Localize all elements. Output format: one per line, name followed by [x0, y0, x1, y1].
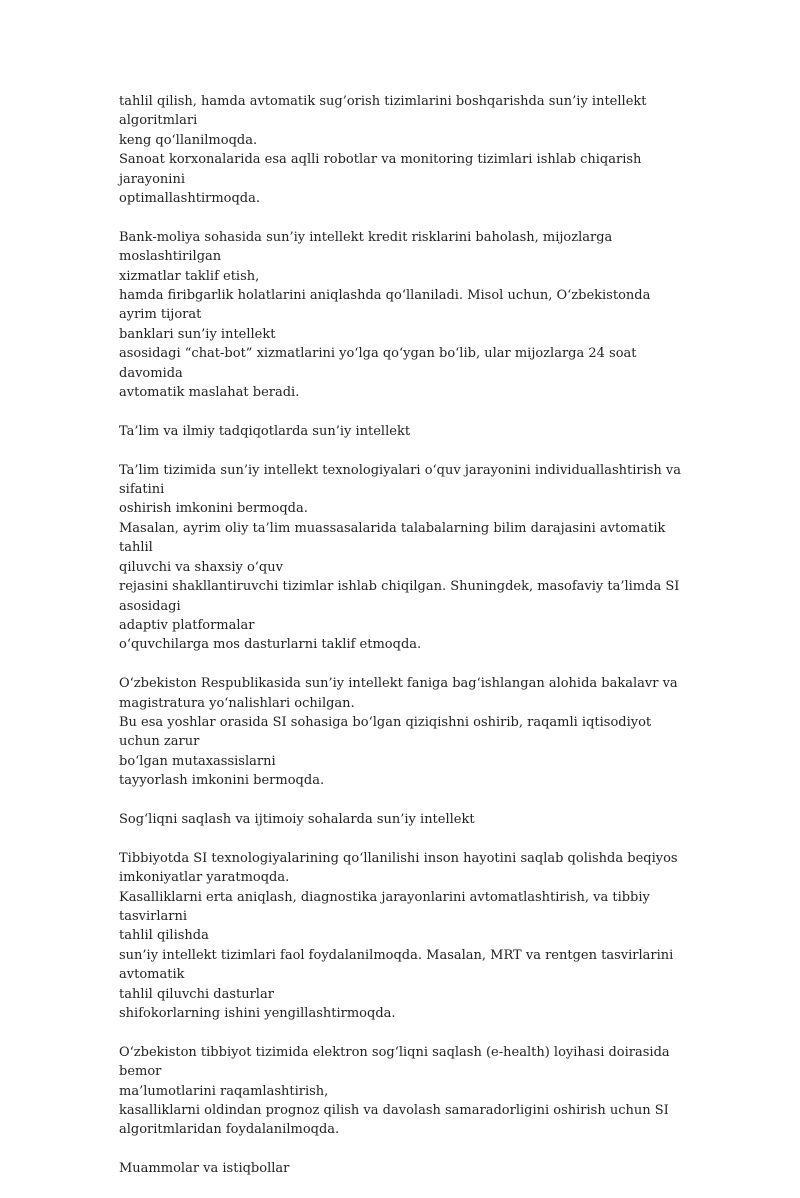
paragraph [119, 674, 689, 790]
text-line: Kasalliklarni erta aniqlash, diagnostika jarayonlarini avtomatlashtirish, va tibbiy tasvirlarni [119, 889, 650, 924]
text-line: tahlil qilishda [119, 928, 209, 944]
document-page [119, 92, 689, 1198]
text-line: ma’lumotlarini raqamlashtirish, [119, 1083, 329, 1099]
text-line: O‘zbekiston tibbiyot tizimida elektron sog‘liqni saqlash (e-health) loyihasi doirasida bemor [119, 1044, 670, 1080]
text-line: qiluvchi va shaxsiy o‘quv [119, 559, 283, 575]
text-line: Tibbiyotda SI texnologiyalarining qo‘llanilishi inson hayotini saqlab qolishda beqiyos [119, 850, 678, 866]
text-line: Sanoat korxonalarida esa aqlli robotlar va monitoring tizimlari ishlab chiqarish jarayonini [119, 152, 642, 187]
text-line: banklari sun’iy intellekt [119, 326, 276, 342]
text-line: o‘quvchilarga mos dasturlarni taklif etmoqda. [119, 637, 422, 653]
text-line: sun’iy intellekt tizimlari faol foydalanilmoqda. Masalan, MRT va rentgen tasvirlarini avtomatik [119, 947, 674, 983]
text-line: adaptiv platformalar [119, 617, 255, 633]
paragraph [119, 461, 689, 655]
text-line: Bu esa yoshlar orasida SI sohasiga bo‘lgan qiziqishni oshirib, raqamli iqtisodiyot uchun zarur [119, 714, 652, 750]
text-line: tayyorlash imkonini bermoqda. [119, 773, 325, 789]
text-line: tahlil qilish, hamda avtomatik sug’orish tizimlarini boshqarishda sun’iy intellekt algoritmlari [119, 94, 647, 129]
text-line: optimallashtirmoqda. [119, 191, 260, 207]
text-line: Masalan, ayrim oliy ta’lim muassasalarida talabalarning bilim darajasini avtomatik tahlil [119, 520, 666, 556]
text-line: magistratura yo‘nalishlari ochilgan. [119, 695, 355, 711]
section-heading: Sog‘liqni saqlash va ijtimoiy sohalarda sun’iy intellekt [119, 811, 475, 827]
text-line: algoritmlaridan foydalanilmoqda. [119, 1122, 340, 1138]
text-line: keng qo‘llanilmoqda. [119, 132, 258, 148]
text-line: tahlil qiluvchi dasturlar [119, 986, 274, 1002]
text-line: hamda firibgarlik holatlarini aniqlashda qo‘llaniladi. Misol uchun, O‘zbekistonda ayrim tijorat [119, 288, 651, 323]
text-line: Bank-moliya sohasida sun’iy intellekt kredit risklarini baholash, mijozlarga moslashtirilgan [119, 229, 613, 265]
text-line: rejasini shakllantiruvchi tizimlar ishlab chiqilgan. Shuningdek, masofaviy ta’limda SI asosidagi [119, 579, 680, 614]
section-heading: Muammolar va istiqbollar [119, 1161, 290, 1177]
text-line: kasalliklarni oldindan prognoz qilish va davolash samaradorligini oshirish uchun SI [119, 1103, 669, 1119]
text-line: Ta’lim tizimida sun’iy intellekt texnologiyalari o‘quv jarayonini individuallashtirish va sifatini [119, 462, 682, 498]
paragraph [119, 849, 689, 1024]
text-line: O‘zbekiston Respublikasida sun’iy intellekt faniga bag‘ishlangan alohida bakalavr va [119, 676, 678, 692]
paragraph [119, 1043, 689, 1140]
text-line: xizmatlar taklif etish, [119, 268, 260, 284]
text-line: avtomatik maslahat beradi. [119, 385, 300, 401]
text-line: bo‘lgan mutaxassislarni [119, 753, 276, 769]
text-line: oshirish imkonini bermoqda. [119, 501, 308, 517]
text-line: asosidagi “chat-bot” xizmatlarini yo‘lga qo‘ygan bo‘lib, ular mijozlarga 24 soat davomida [119, 346, 637, 381]
text-line: imkoniyatlar yaratmoqda. [119, 870, 290, 886]
text-line: shifokorlarning ishini yengillashtirmoqda. [119, 1006, 396, 1021]
paragraph [119, 92, 689, 208]
paragraph [119, 228, 689, 403]
section-heading: Ta’lim va ilmiy tadqiqotlarda sun’iy intellekt [119, 423, 411, 439]
